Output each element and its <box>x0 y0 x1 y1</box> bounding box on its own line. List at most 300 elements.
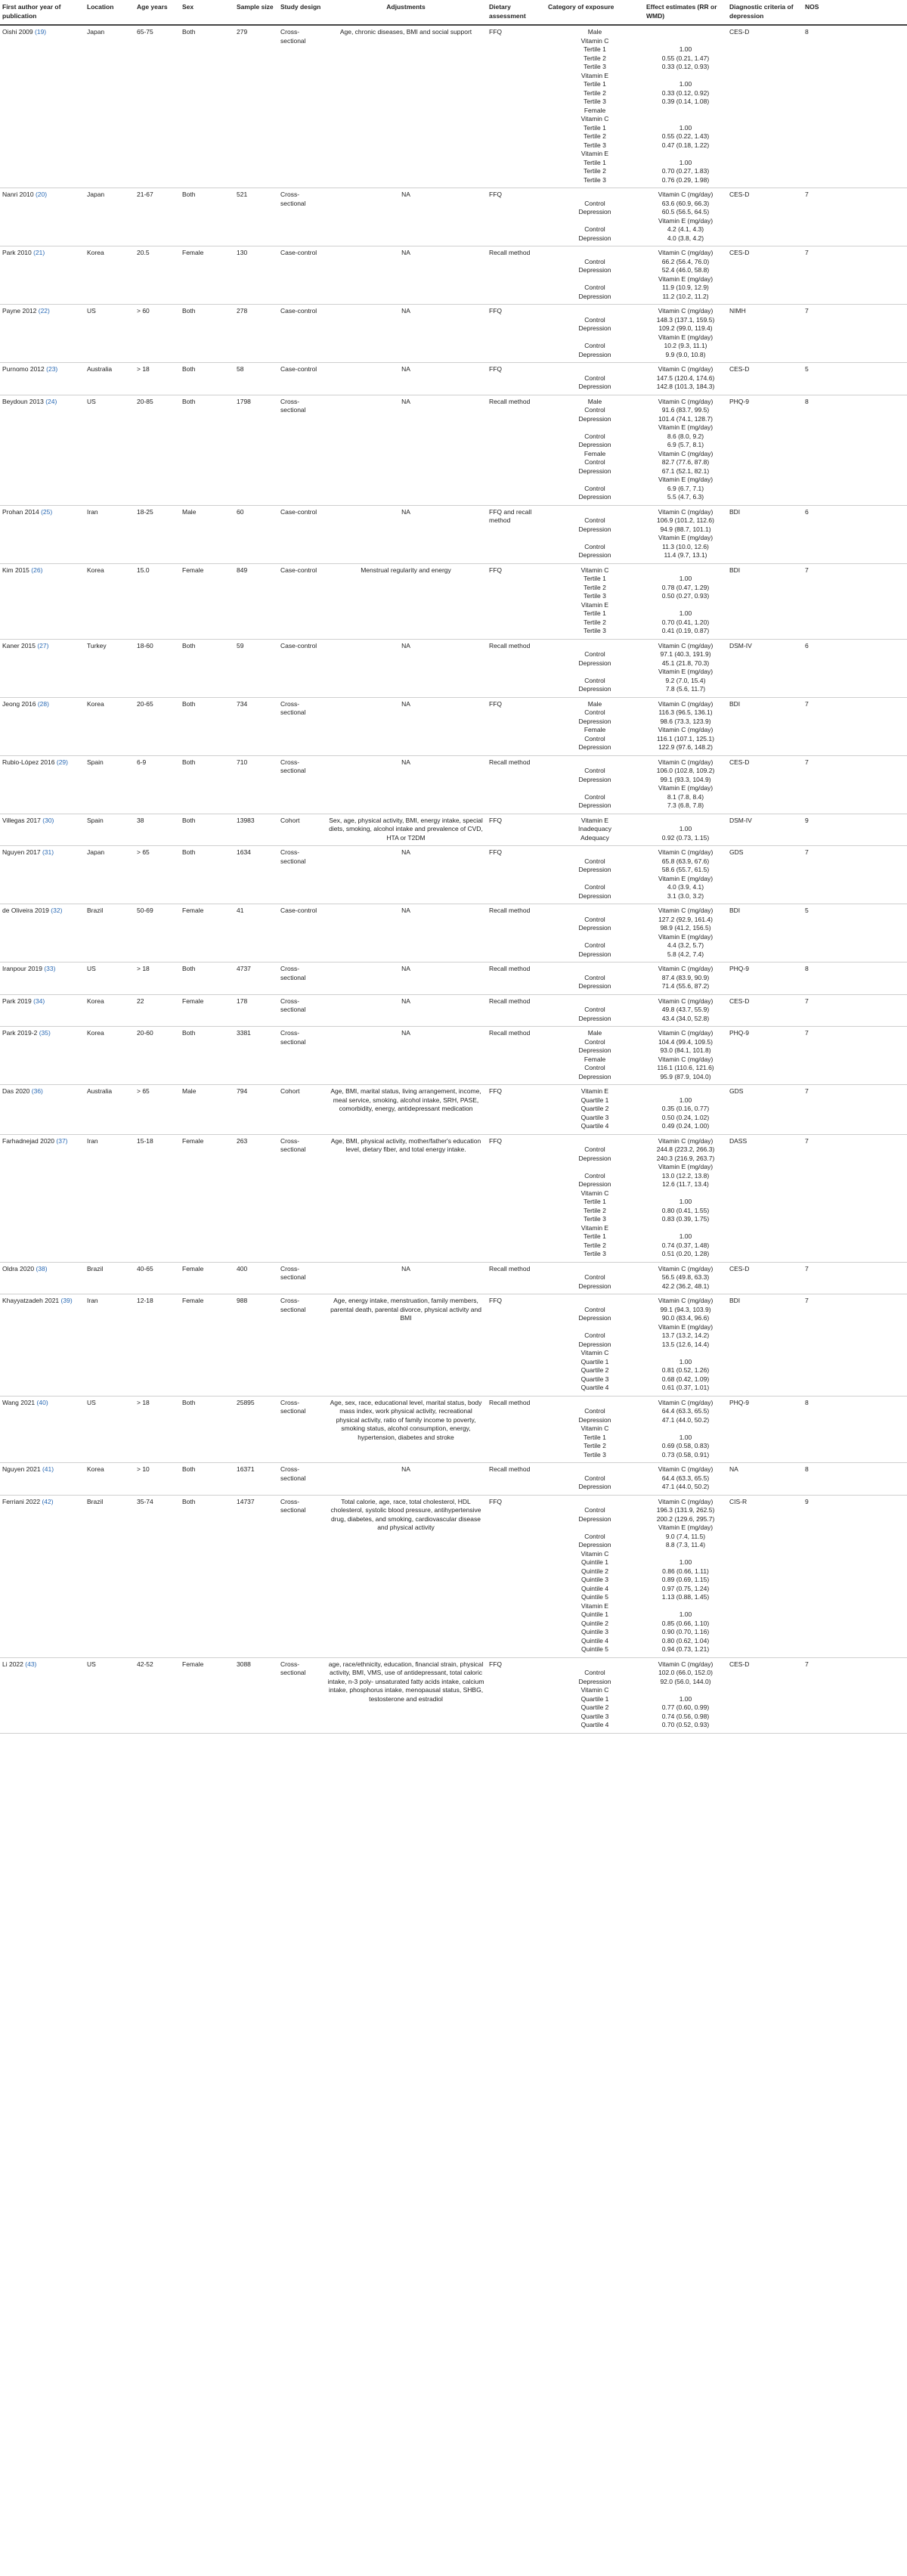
effect-estimate-line: 71.4 (55.6, 87.2) <box>661 982 710 990</box>
exposure-category-line: Quintile 3 <box>581 1576 608 1583</box>
exposure-category-line: Vitamin C <box>580 1189 609 1197</box>
author-cell <box>0 1294 85 1396</box>
dietary-assessment-cell: Recall method <box>487 1262 546 1294</box>
diagnostic-criteria-cell: NIMH <box>727 305 803 363</box>
location-cell: Turkey <box>85 639 135 697</box>
table-row <box>0 1262 907 1294</box>
diagnostic-criteria-cell: CIS-R <box>727 1495 803 1657</box>
effect-estimate-line: 0.83 (0.39, 1.75) <box>661 1215 710 1223</box>
nos-score-cell: 7 <box>803 563 907 639</box>
column-header: Effect estimates (RR or WMD) <box>644 0 727 25</box>
table-row <box>0 1657 907 1733</box>
reference-link[interactable]: (24) <box>45 397 57 405</box>
effect-estimate-cell <box>644 1294 727 1396</box>
exposure-category-line: Control <box>584 1037 605 1046</box>
exposure-category-line <box>548 508 642 517</box>
effect-estimate-line: 0.78 (0.47, 1.29) <box>661 583 710 591</box>
exposure-category-line: Tertile 3 <box>584 1215 606 1223</box>
exposure-category-line: Quartile 3 <box>580 1113 609 1121</box>
effect-estimate-cell <box>644 1262 727 1294</box>
effect-estimate-line: 97.1 (40.3, 191.9) <box>660 650 711 658</box>
sample-size-cell: 400 <box>234 1262 278 1294</box>
effect-estimate-line: 7.3 (6.8, 7.8) <box>667 801 704 809</box>
exposure-category-line <box>548 1323 642 1332</box>
author-cell <box>0 846 85 904</box>
effect-estimate-line <box>646 72 725 81</box>
study-design-cell: Cross-sectional <box>278 1657 325 1733</box>
exposure-category-line <box>548 476 642 485</box>
exposure-category-line: Control <box>584 767 605 774</box>
sex-cell: Both <box>180 363 234 395</box>
exposure-category-cell <box>546 755 644 814</box>
effect-estimate-line: 1.00 <box>679 45 692 53</box>
reference-link[interactable]: (20) <box>35 191 48 198</box>
nos-score-cell: 7 <box>803 1134 907 1262</box>
location-cell: Iran <box>85 1134 135 1262</box>
effect-estimate-line: 1.00 <box>679 123 692 132</box>
exposure-category-line: Vitamin C <box>580 115 609 122</box>
author-cell <box>0 563 85 639</box>
effect-estimate-line: 5.5 (4.7, 6.3) <box>667 493 704 501</box>
effect-estimate-line: 11.3 (10.0, 12.6) <box>662 542 709 550</box>
effect-estimate-line: Vitamin E (mg/day) <box>658 668 714 675</box>
effect-estimate-line: 94.9 (88.7, 101.1) <box>660 525 711 533</box>
reference-link[interactable]: (31) <box>42 848 54 856</box>
reference-link[interactable]: (29) <box>56 758 68 766</box>
study-design-cell: Cross-sectional <box>278 395 325 505</box>
exposure-category-cell <box>546 395 644 505</box>
effect-estimate-cell <box>644 1027 727 1085</box>
effect-estimate-line: 3.1 (3.0, 3.2) <box>667 891 704 900</box>
exposure-category-line: Quartile 2 <box>580 1366 609 1374</box>
table-row <box>0 1495 907 1657</box>
adjustments-cell: Age, chronic diseases, BMI and social support <box>325 25 487 188</box>
study-design-cell: Cohort <box>278 814 325 846</box>
effect-estimate-line <box>646 1349 725 1358</box>
exposure-category-line <box>548 784 642 793</box>
study-design-cell: Case-control <box>278 363 325 395</box>
exposure-category-line: Tertile 3 <box>584 141 606 149</box>
effect-estimate-line: 8.6 (8.0, 9.2) <box>667 432 704 440</box>
reference-link[interactable]: (36) <box>31 1087 43 1095</box>
dietary-assessment-cell: FFQ <box>487 1134 546 1262</box>
dietary-assessment-cell: FFQ <box>487 188 546 246</box>
effect-estimate-line: 13.7 (13.2, 14.2) <box>661 1331 710 1339</box>
column-header: Sex <box>180 0 234 25</box>
exposure-category-line: Control <box>584 1532 605 1540</box>
nos-score-cell: 7 <box>803 994 907 1027</box>
location-cell: Japan <box>85 188 135 246</box>
effect-estimate-line: 1.00 <box>679 158 692 166</box>
column-header: Study design <box>278 0 325 25</box>
exposure-category-line <box>548 1163 642 1172</box>
effect-estimate-line: 60.5 (56.5, 64.5) <box>661 208 710 215</box>
study-design-cell: Cross-sectional <box>278 188 325 246</box>
effect-estimate-line: Vitamin C (mg/day) <box>658 1297 714 1304</box>
effect-estimate-line: 1.00 <box>679 1357 692 1365</box>
exposure-category-line: Depression <box>578 891 611 900</box>
sample-size-cell: 58 <box>234 363 278 395</box>
dietary-assessment-cell: FFQ <box>487 1294 546 1396</box>
exposure-category-line <box>548 1399 642 1408</box>
reference-link[interactable]: (33) <box>44 965 56 972</box>
table-row <box>0 25 907 188</box>
exposure-category-line: Male <box>587 397 602 405</box>
sample-size-cell: 3381 <box>234 1027 278 1085</box>
exposure-category-line: Control <box>584 792 605 801</box>
effect-estimate-line: 0.89 (0.69, 1.15) <box>661 1576 710 1583</box>
location-cell: Australia <box>85 1085 135 1135</box>
study-design-cell: Cross-sectional <box>278 1027 325 1085</box>
exposure-category-line: Depression <box>578 866 611 873</box>
exposure-category-line: Depression <box>578 493 611 501</box>
reference-link[interactable]: (43) <box>25 1660 37 1668</box>
study-design-cell: Cross-sectional <box>278 963 325 995</box>
exposure-category-line: Tertile 2 <box>584 1442 606 1449</box>
table-row <box>0 994 907 1027</box>
reference-link[interactable]: (21) <box>33 249 45 256</box>
effect-estimate-line <box>646 107 725 116</box>
author-cell <box>0 505 85 563</box>
age-cell: 35-74 <box>135 1495 180 1657</box>
exposure-category-line: Tertile 1 <box>584 80 606 88</box>
sample-size-cell: 263 <box>234 1134 278 1262</box>
effect-estimate-line: 65.8 (63.9, 67.6) <box>661 857 710 865</box>
effect-estimate-line: Vitamin C (mg/day) <box>658 758 714 766</box>
author-cell <box>0 1657 85 1733</box>
effect-estimate-line: 1.00 <box>679 609 692 617</box>
sample-size-cell: 14737 <box>234 1495 278 1657</box>
effect-estimate-line: 1.00 <box>679 1232 692 1240</box>
reference-link[interactable]: (19) <box>35 28 47 36</box>
diagnostic-criteria-cell: PHQ-9 <box>727 1027 803 1085</box>
diagnostic-criteria-cell: BDI <box>727 505 803 563</box>
exposure-category-cell <box>546 1463 644 1496</box>
exposure-category-line: Quintile 1 <box>581 1558 608 1566</box>
reference-link[interactable]: (28) <box>37 699 49 708</box>
exposure-category-line <box>548 217 642 226</box>
effect-estimate-line: 67.1 (52.1, 82.1) <box>661 467 710 475</box>
exposure-category-cell <box>546 697 644 755</box>
effect-estimate-line: 104.4 (99.4, 109.5) <box>658 1037 713 1046</box>
exposure-category-line: Control <box>584 284 605 291</box>
exposure-category-cell <box>546 814 644 846</box>
exposure-category-line: Depression <box>578 467 611 475</box>
author-name: Farhadnejad 2020 <box>2 1136 55 1145</box>
exposure-category-line: Depression <box>578 1314 611 1322</box>
exposure-category-line: Tertile 2 <box>584 132 606 140</box>
exposure-category-cell <box>546 1027 644 1085</box>
reference-link[interactable]: (41) <box>42 1465 54 1473</box>
exposure-category-line: Quartile 3 <box>580 1712 609 1720</box>
effect-estimate-line: 1.00 <box>679 80 692 88</box>
exposure-category-cell <box>546 846 644 904</box>
exposure-category-cell <box>546 505 644 563</box>
exposure-category-line: Depression <box>578 950 611 958</box>
diagnostic-criteria-cell: CES-D <box>727 25 803 188</box>
exposure-category-line <box>548 1465 642 1474</box>
reference-link[interactable]: (32) <box>51 907 63 914</box>
effect-estimate-cell <box>644 363 727 395</box>
effect-estimate-line: 0.70 (0.27, 1.83) <box>661 167 710 175</box>
age-cell: 42-52 <box>135 1657 180 1733</box>
exposure-category-cell <box>546 1262 644 1294</box>
exposure-category-line: Quartile 4 <box>580 1721 609 1728</box>
exposure-category-line: Tertile 2 <box>584 167 606 175</box>
effect-estimate-line: Vitamin C (mg/day) <box>658 1398 714 1406</box>
exposure-category-line <box>548 642 642 651</box>
diagnostic-criteria-cell: NA <box>727 1463 803 1496</box>
sample-size-cell: 710 <box>234 755 278 814</box>
exposure-category-line: Tertile 1 <box>584 123 606 132</box>
effect-estimate-line: 0.47 (0.18, 1.22) <box>661 141 710 149</box>
exposure-category-line: Vitamin E <box>580 600 609 609</box>
exposure-category-line: Depression <box>578 1014 611 1022</box>
effect-estimate-line: 0.50 (0.24, 1.02) <box>661 1113 710 1121</box>
study-design-cell: Cross-sectional <box>278 1495 325 1657</box>
effect-estimate-line: 98.6 (73.3, 123.9) <box>660 717 711 725</box>
effect-estimate-line <box>646 1189 725 1198</box>
exposure-category-line: Control <box>584 1305 605 1313</box>
reference-link[interactable]: (42) <box>42 1497 54 1505</box>
exposure-category-line: Quartile 3 <box>580 1375 609 1383</box>
effect-estimate-line: Vitamin C (mg/day) <box>658 307 714 315</box>
reference-link[interactable]: (38) <box>36 1264 48 1273</box>
author-cell <box>0 1027 85 1085</box>
author-name: Li 2022 <box>2 1660 23 1668</box>
author-cell <box>0 994 85 1027</box>
exposure-category-line <box>548 668 642 677</box>
age-cell: > 65 <box>135 846 180 904</box>
author-name: Wang 2021 <box>2 1398 36 1406</box>
exposure-category-line: Quartile 4 <box>580 1122 609 1130</box>
dietary-assessment-cell: Recall method <box>487 963 546 995</box>
adjustments-cell: Total calorie, age, race, total cholesterol, HDL cholesterol, systolic blood pressure, antihypertensive drug, diabetes, and smoking, cardiovascular disease and physical activity <box>325 1495 487 1657</box>
diagnostic-criteria-cell: BDI <box>727 697 803 755</box>
sex-cell: Female <box>180 904 234 963</box>
study-design-cell: Case-control <box>278 246 325 305</box>
dietary-assessment-cell: Recall method <box>487 1463 546 1496</box>
exposure-category-line <box>548 1297 642 1306</box>
age-cell: > 65 <box>135 1085 180 1135</box>
reference-link[interactable]: (26) <box>31 566 43 574</box>
effect-estimate-line: 4.0 (3.9, 4.1) <box>667 883 704 891</box>
exposure-category-line: Quartile 2 <box>580 1105 609 1112</box>
author-cell <box>0 363 85 395</box>
exposure-category-line: Tertile 2 <box>584 1241 606 1249</box>
effect-estimate-line: Vitamin E (mg/day) <box>658 274 714 283</box>
effect-estimate-cell <box>644 904 727 963</box>
effect-estimate-line: 93.0 (84.1, 101.8) <box>660 1046 711 1054</box>
dietary-assessment-cell: FFQ <box>487 305 546 363</box>
effect-estimate-cell <box>644 25 727 188</box>
nos-score-cell: 9 <box>803 814 907 846</box>
adjustments-cell: Menstrual regularity and energy <box>325 563 487 639</box>
author-name: Payne 2012 <box>2 307 37 315</box>
effect-estimate-line: Vitamin C (mg/day) <box>658 699 714 708</box>
exposure-category-line: Tertile 2 <box>584 583 606 591</box>
effect-estimate-line: 99.1 (94.3, 103.9) <box>660 1305 711 1313</box>
sample-size-cell: 4737 <box>234 963 278 995</box>
effect-estimate-line: 82.7 (77.6, 87.8) <box>661 458 710 466</box>
age-cell: > 60 <box>135 305 180 363</box>
column-header: Sample size <box>234 0 278 25</box>
effect-estimate-line: 0.33 (0.12, 0.92) <box>661 88 710 97</box>
nos-score-cell: 6 <box>803 639 907 697</box>
exposure-category-line <box>548 1137 642 1146</box>
reference-link[interactable]: (23) <box>46 365 58 373</box>
age-cell: 40-65 <box>135 1262 180 1294</box>
adjustments-cell: Age, BMI, physical activity, mother/father's education level, dietary fiber, and total energy intake. <box>325 1134 487 1262</box>
reference-link[interactable]: (40) <box>36 1398 48 1406</box>
effect-estimate-line: Vitamin E (mg/day) <box>658 932 714 941</box>
reference-link[interactable]: (25) <box>41 507 53 516</box>
reference-link[interactable]: (39) <box>60 1297 73 1304</box>
exposure-category-line: Control <box>584 973 605 981</box>
exposure-category-line: Depression <box>578 659 611 667</box>
location-cell: US <box>85 395 135 505</box>
effect-estimate-line: 64.4 (63.3, 65.5) <box>661 1407 710 1415</box>
table-row <box>0 1134 907 1262</box>
adjustments-cell: NA <box>325 904 487 963</box>
dietary-assessment-cell: Recall method <box>487 1396 546 1463</box>
age-cell: 21-67 <box>135 188 180 246</box>
exposure-category-line: Female <box>584 1055 606 1063</box>
reference-link[interactable]: (35) <box>39 1029 51 1037</box>
author-cell <box>0 1262 85 1294</box>
author-cell <box>0 25 85 188</box>
column-header: Adjustments <box>325 0 487 25</box>
author-cell <box>0 904 85 963</box>
exposure-category-line: Depression <box>578 234 611 242</box>
sample-size-cell: 59 <box>234 639 278 697</box>
diagnostic-criteria-cell: PHQ-9 <box>727 963 803 995</box>
exposure-category-line: Tertile 1 <box>584 1198 606 1205</box>
effect-estimate-line: 0.49 (0.24, 1.00) <box>661 1122 710 1130</box>
effect-estimate-line: 4.2 (4.1, 4.3) <box>667 225 704 233</box>
author-name: Park 2019 <box>2 997 32 1005</box>
exposure-category-cell <box>546 363 644 395</box>
reference-link[interactable]: (34) <box>33 997 45 1005</box>
effect-estimate-line: 11.4 (9.7, 13.1) <box>664 551 707 559</box>
effect-estimate-line: Vitamin C (mg/day) <box>658 1465 714 1473</box>
exposure-category-line <box>548 423 642 432</box>
exposure-category-cell <box>546 1085 644 1135</box>
nos-score-cell: 9 <box>803 1495 907 1657</box>
author-cell <box>0 188 85 246</box>
effect-estimate-line <box>646 1224 725 1233</box>
effect-estimate-line: 0.90 (0.70, 1.16) <box>661 1628 710 1635</box>
dietary-assessment-cell: Recall method <box>487 395 546 505</box>
exposure-category-line: Depression <box>578 775 611 783</box>
effect-estimate-line: 106.9 (101.2, 112.6) <box>657 516 714 524</box>
exposure-category-line <box>548 249 642 258</box>
effect-estimate-line: 12.6 (11.7, 13.4) <box>662 1180 709 1188</box>
exposure-category-line: Depression <box>578 383 611 390</box>
dietary-assessment-cell: FFQ <box>487 846 546 904</box>
sex-cell: Female <box>180 1134 234 1262</box>
effect-estimate-cell <box>644 639 727 697</box>
nos-score-cell: 7 <box>803 1294 907 1396</box>
diagnostic-criteria-cell: DASS <box>727 1134 803 1262</box>
age-cell: 20-65 <box>135 697 180 755</box>
table-row <box>0 363 907 395</box>
effect-estimate-line: 101.4 (74.1, 128.7) <box>658 414 713 423</box>
exposure-category-line: Tertile 3 <box>584 627 606 634</box>
exposure-category-line: Vitamin C <box>580 566 609 574</box>
reference-link[interactable]: (30) <box>42 816 54 824</box>
exposure-category-line <box>548 1498 642 1507</box>
effect-estimate-line: 90.0 (83.4, 96.6) <box>661 1314 710 1322</box>
column-header: Category of exposure <box>546 0 644 25</box>
reference-link[interactable]: (37) <box>56 1136 68 1145</box>
effect-estimate-line: Vitamin C (mg/day) <box>658 1497 714 1505</box>
sex-cell: Both <box>180 846 234 904</box>
table-row <box>0 505 907 563</box>
sex-cell: Both <box>180 188 234 246</box>
location-cell: Brazil <box>85 1262 135 1294</box>
exposure-category-line: Depression <box>578 717 611 725</box>
effect-estimate-line: 116.1 (110.6, 121.6) <box>657 1064 714 1071</box>
age-cell: > 10 <box>135 1463 180 1496</box>
exposure-category-line: Depression <box>578 801 611 809</box>
author-name: Rubio-López 2016 <box>2 758 55 766</box>
table-row <box>0 697 907 755</box>
table-row <box>0 188 907 246</box>
effect-estimate-line: Vitamin C (mg/day) <box>658 365 714 373</box>
exposure-category-cell <box>546 1134 644 1262</box>
exposure-category-line <box>548 1265 642 1274</box>
nos-score-cell: 7 <box>803 1085 907 1135</box>
diagnostic-criteria-cell: CES-D <box>727 1262 803 1294</box>
exposure-category-line: Control <box>584 915 605 923</box>
effect-estimate-line: Vitamin C (mg/day) <box>658 249 714 256</box>
author-cell <box>0 1463 85 1496</box>
effect-estimate-line: 147.5 (120.4, 174.6) <box>656 374 715 382</box>
exposure-category-line: Depression <box>578 208 611 215</box>
effect-estimate-line: 99.1 (93.3, 104.9) <box>660 775 711 783</box>
reference-link[interactable]: (27) <box>37 641 49 649</box>
sex-cell: Both <box>180 639 234 697</box>
author-name: Das 2020 <box>2 1087 30 1095</box>
effect-estimate-line: 0.73 (0.58, 0.91) <box>661 1450 710 1458</box>
adjustments-cell: NA <box>325 246 487 305</box>
exposure-category-line <box>548 534 642 543</box>
sex-cell: Both <box>180 25 234 188</box>
reference-link[interactable]: (22) <box>38 307 50 315</box>
adjustments-cell: age, race/ethnicity, education, financial strain, physical activity, BMI, VMS, use of antidepressant, total caloric intake, n-3 poly- unsaturated fatty acids intake, calcium intake, phosphorus intake, menopausal status, SHBG, testosterone and estradiol <box>325 1657 487 1733</box>
exposure-category-line: Control <box>584 1331 605 1339</box>
nos-score-cell: 8 <box>803 1396 907 1463</box>
effect-estimate-line: 0.81 (0.52, 1.26) <box>661 1366 710 1374</box>
study-design-cell: Case-control <box>278 904 325 963</box>
effect-estimate-line: 4.4 (3.2, 5.7) <box>667 941 704 949</box>
effect-estimate-line: Vitamin E (mg/day) <box>658 1322 714 1331</box>
location-cell: Iran <box>85 1294 135 1396</box>
age-cell: 18-60 <box>135 639 180 697</box>
exposure-category-line: Tertile 3 <box>584 592 606 600</box>
author-name: Purnomo 2012 <box>2 365 45 373</box>
location-cell: Brazil <box>85 1495 135 1657</box>
sample-size-cell: 25895 <box>234 1396 278 1463</box>
dietary-assessment-cell: Recall method <box>487 755 546 814</box>
effect-estimate-line: 52.4 (46.0, 58.8) <box>661 266 710 274</box>
location-cell: Spain <box>85 755 135 814</box>
dietary-assessment-cell: Recall method <box>487 246 546 305</box>
exposure-category-line: Depression <box>578 1154 611 1162</box>
table-row <box>0 1027 907 1085</box>
effect-estimate-line: 244.8 (223.2, 266.3) <box>656 1145 715 1153</box>
